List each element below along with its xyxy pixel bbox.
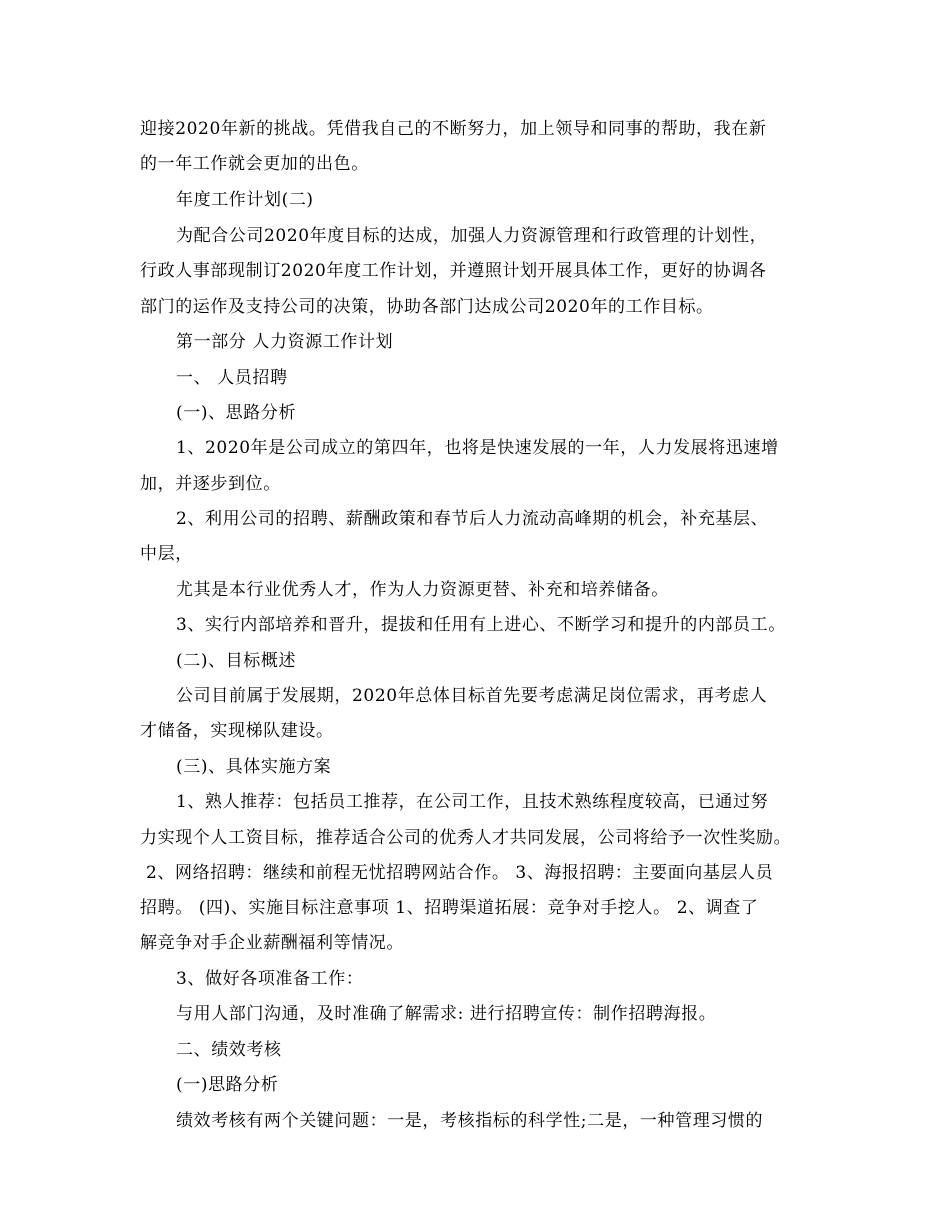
body-text-line: 绩效考核有两个关键问题：一是，考核指标的科学性;二是，一种管理习惯的 xyxy=(176,1111,764,1131)
subsection-heading: (二)、目标概述 xyxy=(176,651,297,671)
body-text-line: 1、2020年是公司成立的第四年，也将是快速发展的一年，人力发展将迅速增 xyxy=(176,438,779,458)
body-text-line: 1、熟人推荐：包括员工推荐，在公司工作，且技术熟练程度较高，已通过努 xyxy=(176,792,769,812)
subsection-heading: (三)、具体实施方案 xyxy=(176,757,332,777)
subsection-heading: (一)、思路分析 xyxy=(176,403,297,423)
body-text-line: 的一年工作就会更加的出色。 xyxy=(140,154,369,174)
body-text-line: 迎接2020年新的挑战。凭借我自己的不断努力，加上领导和同事的帮助，我在新 xyxy=(140,119,767,139)
body-text-line: 3、实行内部培养和晋升，提拔和任用有上进心、不断学习和提升的内部员工。 xyxy=(176,615,786,635)
subsection-heading: 一、 人员招聘 xyxy=(176,368,288,388)
body-text-line: 2、网络招聘：继续和前程无忧招聘网站合作。 3、海报招聘：主要面向基层人员 xyxy=(146,863,774,883)
body-text-line: 力实现个人工资目标，推荐适合公司的优秀人才共同发展，公司将给予一次性奖励。 xyxy=(140,828,792,848)
body-text-line: 尤其是本行业优秀人才，作为人力资源更替、补充和培养储备。 xyxy=(176,580,669,600)
body-text-line: 2、利用公司的招聘、薪酬政策和春节后人力流动高峰期的机会，补充基层、 xyxy=(176,509,769,529)
body-text-line: 行政人事部现制订2020年度工作计划，并遵照计划开展具体工作，更好的协调各 xyxy=(140,261,767,281)
body-text-line: 为配合公司2020年度目标的达成，加强人力资源管理和行政管理的计划性， xyxy=(176,226,768,246)
body-text-line: 公司目前属于发展期，2020年总体目标首先要考虑满足岗位需求，再考虑人 xyxy=(176,686,768,706)
body-text-line: 部门的运作及支持公司的决策，协助各部门达成公司2020年的工作目标。 xyxy=(140,297,714,317)
part-heading: 第一部分 人力资源工作计划 xyxy=(176,332,394,352)
body-text-line: 3、做好各项准备工作： xyxy=(176,969,364,989)
subsection-heading: (一)思路分析 xyxy=(176,1075,279,1095)
body-text-line: 加，并逐步到位。 xyxy=(140,474,281,494)
section-heading: 二、绩效考核 xyxy=(176,1040,282,1060)
body-text-line: 解竞争对手企业薪酬福利等情况。 xyxy=(140,933,404,953)
body-text-line: 中层， xyxy=(140,544,193,564)
body-text-line: 招聘。 (四)、实施目标注意事项 1、招聘渠道拓展：竞争对手挖人。 2、调查了 xyxy=(140,898,759,918)
section-heading: 年度工作计划(二) xyxy=(176,190,314,210)
body-text-line: 才储备，实现梯队建设。 xyxy=(140,721,334,741)
body-text-line: 与用人部门沟通，及时准确了解需求: 进行招聘宣传：制作招聘海报。 xyxy=(176,1004,717,1024)
